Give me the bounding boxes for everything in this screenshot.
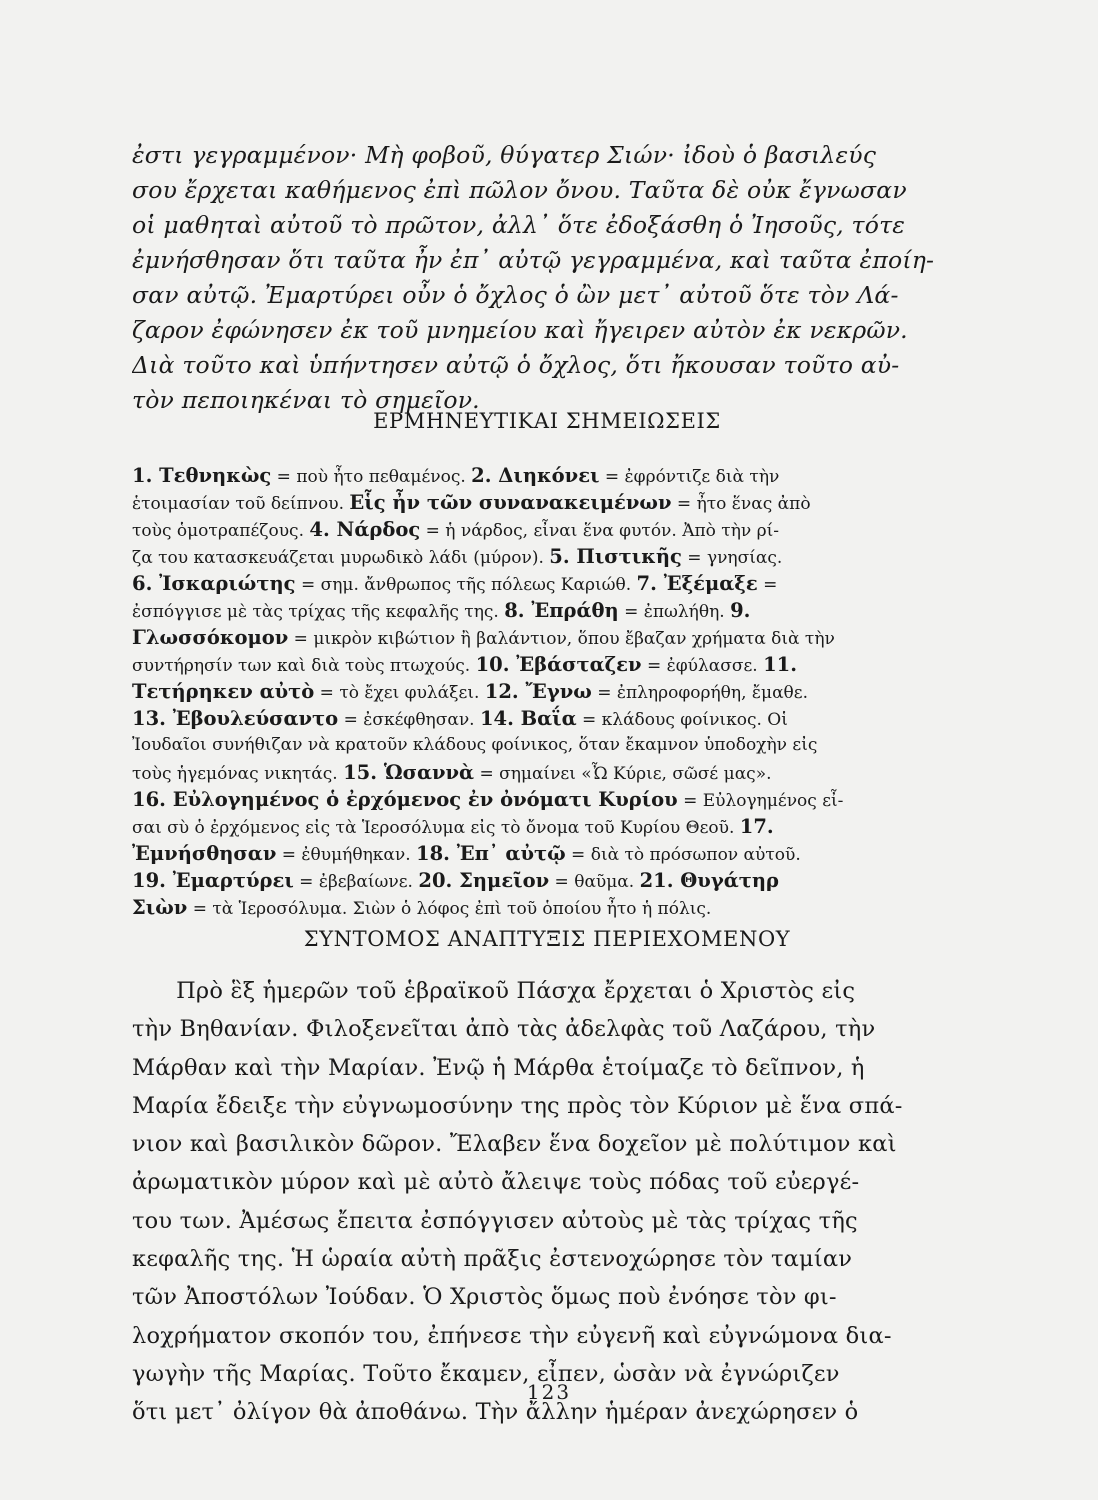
note-line	[132, 462, 962, 489]
definition: Ἰουδαῖοι συνήθιζαν νὰ κρατοῦν κλάδους φοίνικος, ὅταν ἔκαμνον ὑποδοχὴν εἰς	[132, 735, 818, 755]
text-line: οἱ μαθηταὶ αὐτοῦ τὸ πρῶτον, ἀλλ᾽ ὅτε ἐδοξάσθη ὁ Ἰησοῦς, τότε	[132, 211, 906, 239]
text-line: ἀρωματικὸν μύρον καὶ μὲ αὐτὸ ἄλειψε τοὺς πόδας τοῦ εὐεργέ-	[132, 1169, 860, 1196]
notes-section	[132, 462, 962, 921]
note-line	[132, 732, 962, 759]
definition: = ποὺ ἦτο πεθαμένος.	[271, 467, 472, 487]
term: 1. Τεθνηκὼς	[132, 464, 272, 487]
definition: σαι σὺ ὁ ἐρχόμενος εἰς τὰ Ἱεροσόλυμα εἰς τὸ ὄνομα τοῦ Κυρίου Θεοῦ.	[132, 818, 740, 838]
term: 13. Ἐβουλεύσαντο	[132, 707, 339, 730]
note-line	[132, 759, 962, 786]
gospel-text	[132, 138, 962, 418]
definition: = κλάδους φοίνικος. Οἱ	[576, 710, 788, 730]
term: Σιὼν	[132, 896, 188, 919]
text-line: ἐμνήσθησαν ὅτι ταῦτα ἦν ἐπ᾽ αὐτῷ γεγραμμένα, καὶ ταῦτα ἐποίη-	[132, 246, 935, 274]
text-line: σαν αὐτῷ. Ἐμαρτύρει οὖν ὁ ὄχλος ὁ ὢν μετ᾽ αὐτοῦ ὅτε τὸν Λά-	[132, 281, 899, 309]
definition: = τὸ ἔχει φυλάξει.	[314, 683, 485, 703]
term: 10. Ἐβάσταζεν	[475, 653, 642, 676]
text-line: τὸν πεποιηκέναι τὸ σημεῖον.	[132, 386, 480, 414]
definition: = μικρὸν κιβώτιον ἢ βαλάντιον, ὅπου ἔβαζαν χρήματα διὰ τὴν	[288, 629, 835, 649]
definition: =	[757, 575, 778, 595]
text-line: νιον καὶ βασιλικὸν δῶρον. Ἔλαβεν ἕνα δοχεῖον μὲ πολύτιμον καὶ	[132, 1131, 897, 1158]
definition: = θαῦμα.	[549, 872, 640, 892]
definition: τοὺς ὁμοτραπέζους.	[132, 521, 310, 541]
note-line	[132, 597, 962, 624]
definition: = ἐβεβαίωνε.	[293, 872, 419, 892]
term: Τετήρηκεν αὐτὸ	[132, 680, 315, 703]
definition: = ἐθυμήθηκαν.	[276, 845, 417, 865]
definition: = τὰ Ἱεροσόλυμα. Σιὼν ὁ λόφος ἐπὶ τοῦ ὁποίου ἦτο ἡ πόλις.	[187, 899, 712, 919]
text-line: σου ἔρχεται καθήμενος ἐπὶ πῶλον ὄνου. Ταῦτα δὲ οὐκ ἔγνωσαν	[132, 176, 907, 204]
term: 6. Ἰσκαριώτης	[132, 572, 296, 595]
term: 11.	[763, 653, 797, 676]
term: 12. Ἔγνω	[484, 680, 592, 703]
definition: ζα του κατασκευάζεται μυρωδικὸ λάδι (μύρον).	[132, 548, 550, 568]
definition: = διὰ τὸ πρόσωπον αὐτοῦ.	[565, 845, 801, 865]
note-line	[132, 867, 962, 894]
definition: = ἐπληροφορήθη, ἔμαθε.	[591, 683, 808, 703]
text-line: του των. Ἀμέσως ἔπειτα ἐσπόγγισεν αὐτοὺς μὲ τὰς τρίχας τῆς	[132, 1207, 858, 1234]
section-heading-summary: ΣΥΝΤΟΜΟΣ ΑΝΑΠΤΥΞΙΣ ΠΕΡΙΕΧΟΜΕΝΟΥ	[303, 927, 791, 951]
note-line	[132, 813, 962, 840]
definition: τοὺς ἡγεμόνας νικητάς.	[132, 764, 344, 784]
text-line: ζαρον ἐφώνησεν ἐκ τοῦ μνημείου καὶ ἤγειρεν αὐτὸν ἐκ νεκρῶν.	[132, 316, 908, 344]
term: 2. Διηκόνει	[471, 464, 600, 487]
text-line: Διὰ τοῦτο καὶ ὑπήντησεν αὐτῷ ὁ ὄχλος, ὅτι ἤκουσαν τοῦτο αὐ-	[132, 351, 900, 379]
definition: συντήρησίν των καὶ διὰ τοὺς πτωχούς.	[132, 656, 476, 676]
term: Εἷς ἦν τῶν συνανακειμένων	[349, 491, 672, 514]
definition: = ἐφρόντιζε διὰ τὴν	[599, 467, 780, 487]
term: 20. Σημεῖον	[418, 869, 550, 892]
term: 5. Πιστικῆς	[549, 545, 682, 568]
note-line	[132, 489, 962, 516]
term: 15. Ὡσαννὰ	[343, 761, 475, 784]
term: 4. Νάρδος	[309, 518, 421, 541]
definition: ἐσπόγγισε μὲ τὰς τρίχας τῆς κεφαλῆς της.	[132, 602, 505, 622]
text-line: Μάρθαν καὶ τὴν Μαρίαν. Ἐνῷ ἡ Μάρθα ἑτοίμαζε τὸ δεῖπνον, ἡ	[132, 1054, 865, 1081]
note-line	[132, 543, 962, 570]
definition: = σημ. ἄνθρωπος τῆς πόλεως Καριώθ.	[295, 575, 637, 595]
summary-section	[132, 972, 962, 1432]
text-line: κεφαλῆς της. Ἡ ὡραία αὐτὴ πρᾶξις ἐστενοχώρησε τὸν ταμίαν	[132, 1246, 853, 1273]
term: 16. Εὐλογημένος ὁ ἐρχόμενος ἐν ὀνόματι Κυρίου	[132, 788, 678, 811]
definition: ἑτοιμασίαν τοῦ δείπνου.	[132, 494, 350, 514]
note-line	[132, 786, 962, 813]
note-line	[132, 651, 962, 678]
text-line: τῶν Ἀποστόλων Ἰούδαν. Ὁ Χριστὸς ὅμως ποὺ ἐνόησε τὸν φι-	[132, 1284, 837, 1311]
term: 7. Ἐξέμαξε	[636, 572, 758, 595]
definition: = Εὐλογημένος εἶ-	[677, 791, 844, 811]
definition: = σημαίνει «Ὦ Κύριε, σῶσέ μας».	[474, 764, 772, 784]
term: 17.	[739, 815, 774, 838]
section-heading-notes: ΕΡΜΗΝΕΥΤΙΚΑΙ ΣΗΜΕΙΩΣΕΙΣ	[373, 409, 721, 433]
term: Ἐμνήσθησαν	[132, 842, 277, 865]
text-line: λοχρήματον σκοπόν του, ἐπήνεσε τὴν εὐγενῆ καὶ εὐγνώμονα δια-	[132, 1322, 892, 1349]
definition: = ἡ νάρδος, εἶναι ἕνα φυτόν. Ἀπὸ τὴν ρί-	[420, 521, 780, 541]
note-line	[132, 678, 962, 705]
note-line	[132, 624, 962, 651]
note-line	[132, 705, 962, 732]
text-line: Μαρία ἔδειξε τὴν εὐγνωμοσύνην της πρὸς τὸν Κύριον μὲ ἕνα σπά-	[132, 1092, 903, 1119]
page-number: 123	[526, 1380, 572, 1404]
note-line	[132, 570, 962, 597]
text-line: τὴν Βηθανίαν. Φιλοξενεῖται ἀπὸ τὰς ἀδελφὰς τοῦ Λαζάρου, τὴν	[132, 1016, 876, 1043]
note-line	[132, 516, 962, 543]
term: 19. Ἐμαρτύρει	[132, 869, 294, 892]
definition: = ἐπωλήθη.	[618, 602, 731, 622]
definition: = ἐσκέφθησαν.	[338, 710, 480, 730]
text-line: ἐστι γεγραμμένον· Μὴ φοβοῦ, θύγατερ Σιών· ἰδοὺ ὁ βασιλεύς	[132, 141, 877, 169]
term: 14. Βαΐα	[479, 707, 577, 730]
text-line: Πρὸ ἓξ ἡμερῶν τοῦ ἑβραϊκοῦ Πάσχα ἔρχεται ὁ Χριστὸς εἰς	[132, 978, 856, 1004]
definition: = ἐφύλασσε.	[641, 656, 764, 676]
definition: = γνησίας.	[681, 548, 783, 568]
term: Γλωσσόκομον	[132, 626, 289, 649]
text-line: γωγὴν τῆς Μαρίας. Τοῦτο ἔκαμεν, εἶπεν, ὡσὰν νὰ ἐγνώριζεν	[132, 1360, 840, 1387]
term: 18. Ἐπ᾽ αὐτῷ	[416, 842, 566, 865]
term: 9.	[730, 599, 751, 622]
note-line	[132, 840, 962, 867]
term: 21. Θυγάτηρ	[639, 869, 779, 892]
text-line: ὅτι μετ᾽ ὀλίγον θὰ ἀποθάνω. Τὴν ἄλλην ἡμέραν ἀνεχώρησεν ὁ	[132, 1399, 859, 1426]
definition: = ἦτο ἕνας ἀπὸ	[671, 494, 811, 514]
term: 8. Ἐπράθη	[504, 599, 619, 622]
note-line	[132, 894, 962, 921]
